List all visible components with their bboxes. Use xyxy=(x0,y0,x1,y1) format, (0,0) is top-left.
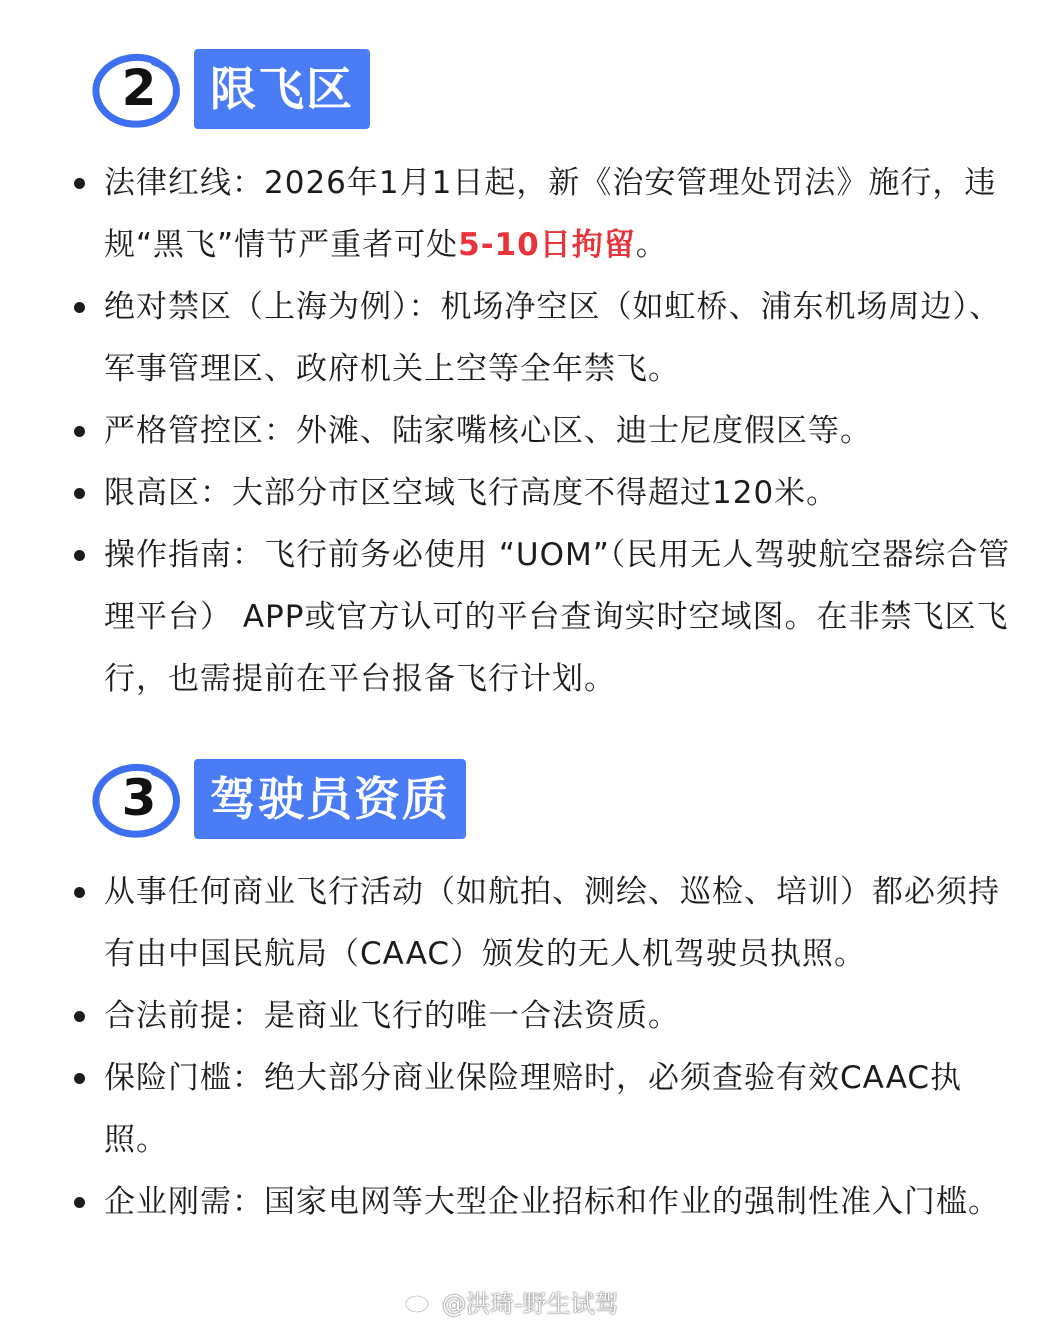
bullet-icon xyxy=(74,1197,85,1208)
item-text: 从事任何商业飞行活动（如航拍、测绘、巡检、培训）都必须持有由中国民航局（CAAC）颁发的无人机驾驶员执照。 xyxy=(104,874,1000,972)
item-text: 限高区：大部分市区空域飞行高度不得超过120米。 xyxy=(104,475,839,511)
weibo-icon xyxy=(404,1288,436,1314)
list-item xyxy=(0,861,1042,985)
section-2-number: 2 xyxy=(121,59,157,117)
list-item xyxy=(0,152,1042,276)
bullet-icon xyxy=(74,1073,85,1084)
list-item xyxy=(0,524,1042,710)
bullet-icon xyxy=(74,178,85,189)
bullet-icon xyxy=(74,550,85,561)
watermark xyxy=(404,1283,619,1319)
item-text: 保险门槛：绝大部分商业保险理赔时，必须查验有效CAAC执照。 xyxy=(104,1060,963,1158)
list-item xyxy=(0,1047,1042,1171)
item-text: 绝对禁区（上海为例）：机场净空区（如虹桥、浦东机场周边）、军事管理区、政府机关上空等全年禁飞。 xyxy=(104,289,1001,387)
item-text-end: 。 xyxy=(635,227,668,263)
list-item xyxy=(0,1171,1042,1233)
item-text: 法律红线：2026年1月1日起，新《治安管理处罚法》施行，违规“黑飞”情节严重者可处 xyxy=(104,165,997,263)
item-text: 合法前提：是商业飞行的唯一合法资质。 xyxy=(104,998,680,1034)
section-3-number: 3 xyxy=(121,769,157,827)
bullet-icon xyxy=(74,887,85,898)
bullet-icon xyxy=(74,1011,85,1022)
item-text: 企业刚需：国家电网等大型企业招标和作业的强制性准入门槛。 xyxy=(104,1184,1000,1220)
bullet-icon xyxy=(74,302,85,313)
section-3-list xyxy=(0,861,1042,1233)
section-2-header xyxy=(88,46,370,132)
watermark-text: @洪琦-野生试驾 xyxy=(442,1289,619,1318)
section-3-title: 驾驶员资质 xyxy=(194,759,466,839)
section-3-number-badge xyxy=(88,756,184,842)
section-2-title: 限飞区 xyxy=(194,49,370,129)
bullet-icon xyxy=(74,488,85,499)
list-item xyxy=(0,276,1042,400)
item-text: 操作指南：飞行前务必使用 “UOM”（民用无人驾驶航空器综合管理平台） APP或官方认可的平台查询实时空域图。在非禁飞区飞行，也需提前在平台报备飞行计划。 xyxy=(104,537,1011,697)
section-2-list xyxy=(0,152,1042,710)
item-text: 严格管控区：外滩、陆家嘴核心区、迪士尼度假区等。 xyxy=(104,413,872,449)
section-2-number-badge xyxy=(88,46,184,132)
list-item xyxy=(0,400,1042,462)
list-item xyxy=(0,462,1042,524)
section-3-header xyxy=(88,756,466,842)
bullet-icon xyxy=(74,426,85,437)
detention-highlight: 5-10日拘留 xyxy=(458,227,636,263)
list-item xyxy=(0,985,1042,1047)
